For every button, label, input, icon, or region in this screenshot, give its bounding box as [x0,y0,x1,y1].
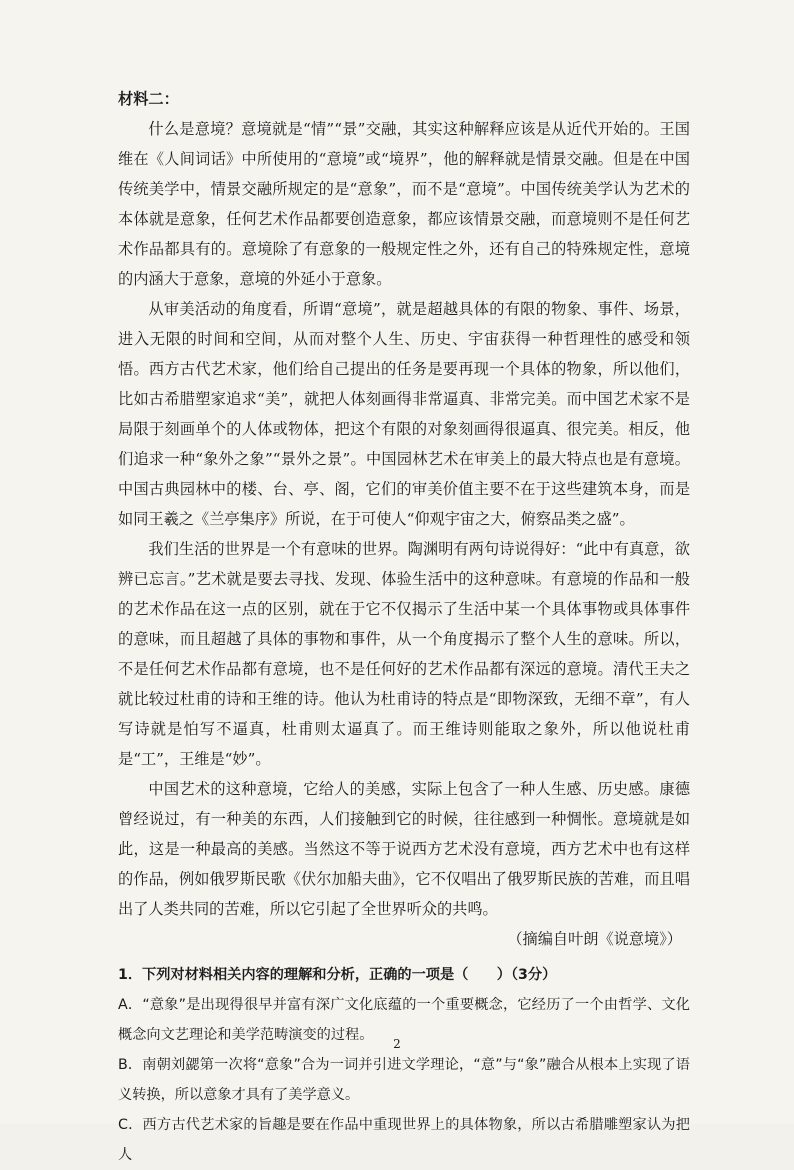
option-c: C．西方古代艺术家的旨趣是要在作品中重现世界上的具体物象，所以古希腊雕塑家认为把人 [118,1117,690,1163]
source-citation: （摘编自叶朗《说意境》） [507,930,682,948]
paragraph-1: 什么是意境？意境就是“情”“景”交融，其实这种解释应该是从近代开始的。王国维在《人间词话》中所使用的“意境”或“境界”，他的解释就是情景交融。但是在中国传统美学中，情景交融所规定的是“意象”，而不是“意境”。中国传统美学认为艺术的本体就是意象，任何艺术作品都要创造意象，都应该情景交融，而意境则不是任何艺术作品都具有的。意境除了有意象的一般规定性之外，还有自己的特殊规定性，意境的内涵大于意象，意境的外延小于意象。 [118,120,690,288]
option-a: A．“意象”是出现得很早并富有深广文化底蕴的一个重要概念，它经历了一个由哲学、文化概念向文艺理论和美学范畴演变的过程。 [118,997,690,1043]
section-heading: 材料二： [118,90,179,108]
question-stem: 1．下列对材料相关内容的理解和分析，正确的一项是（ ）（3分） [118,967,557,983]
question-1 [118,960,690,1170]
page-content [118,84,690,1170]
paragraph-4: 中国艺术的这种意境，它给人的美感，实际上包含了一种人生感、历史感。康德曾经说过，有一种美的东西，人们接触到它的时候，往往感到一种惆怅。意境就是如此，这是一种最高的美感。当然这不等于说西方艺术没有意境，西方艺术中也有这样的作品，例如俄罗斯民歌《伏尔加船夫曲》，它不仅唱出了俄罗斯民族的苦难，而且唱出了人类共同的苦难，所以它引起了全世界听众的共鸣。 [118,780,690,918]
paragraph-3: 我们生活的世界是一个有意味的世界。陶渊明有两句诗说得好：“此中有真意，欲辨已忘言。”艺术就是要去寻找、发现、体验生活中的这种意味。有意境的作品和一般的艺术作品在这一点的区别，就在于它不仅揭示了生活中某一个具体事物或具体事件的意味，而且超越了具体的事物和事件，从一个角度揭示了整个人生的意味。所以，不是任何艺术作品都有意境，也不是任何好的艺术作品都有深远的意境。清代王夫之就比较过杜甫的诗和王维的诗。他认为杜甫诗的特点是“即物深致，无细不章”，有人写诗就是怕写不逼真，杜甫则太逼真了。而王维诗则能取之象外，所以他说杜甫是“工”，王维是“妙”。 [118,540,690,768]
page-number: 2 [393,1037,401,1051]
paragraph-2: 从审美活动的角度看，所谓“意境”，就是超越具体的有限的物象、事件、场景，进入无限的时间和空间，从而对整个人生、历史、宇宙获得一种哲理性的感受和领悟。西方古代艺术家，他们给自己提出的任务是要再现一个具体的物象，所以他们，比如古希腊塑家追求“美”，就把人体刻画得非常逼真、非常完美。而中国艺术家不是局限于刻画单个的人体或物体，把这个有限的对象刻画得很逼真、很完美。相反，他们追求一种“象外之象”“景外之景”。中国园林艺术在审美上的最大特点也是有意境。中国古典园林中的楼、台、亭、阁，它们的审美价值主要不在于这些建筑本身，而是如同王羲之《兰亭集序》所说，在于可使人“仰观宇宙之大，俯察品类之盛”。 [118,300,690,528]
option-b: B．南朝刘勰第一次将“意象”合为一词并引进文学理论，“意”与“象”融合从根本上实现了语义转换，所以意象才具有了美学意义。 [118,1057,690,1103]
